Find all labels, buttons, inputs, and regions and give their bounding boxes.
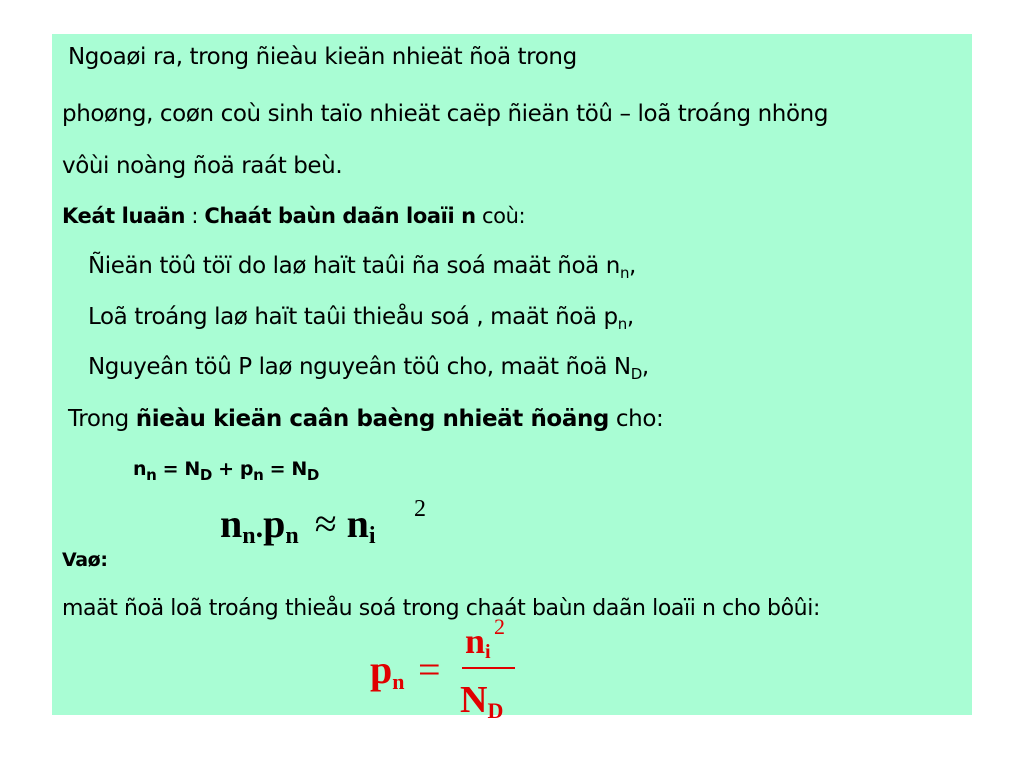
line-1-text: Ngoaøi ra, trong ñieàu kieän nhieät ñoä trong bbox=[68, 44, 577, 70]
bullet-donor bbox=[88, 354, 649, 383]
hole-density-formula bbox=[370, 614, 530, 730]
eq-n-subscript: n bbox=[146, 466, 157, 484]
f2-denominator bbox=[460, 678, 503, 722]
equilibrium-tail: cho: bbox=[609, 406, 664, 432]
conclusion-label: Keát luaän bbox=[62, 204, 186, 228]
conclusion-tail: coù: bbox=[475, 204, 526, 228]
f1-dot: . bbox=[255, 511, 264, 544]
minority-carrier-text: maät ñoä loã troáng thieåu soá trong chaát baùn daãn loaïi n cho bôûi: bbox=[62, 596, 820, 621]
f2-num-subscript: i bbox=[485, 641, 491, 663]
f2-p bbox=[370, 646, 405, 693]
equilibrium-condition: ñieàu kieän caân baèng nhieät ñoäng bbox=[135, 406, 609, 432]
minority-carrier-line bbox=[62, 596, 820, 621]
bullet-holes bbox=[88, 304, 634, 333]
eq-p-subscript: n bbox=[253, 466, 264, 484]
f2-equals: = bbox=[418, 647, 441, 692]
and-text: Vaø: bbox=[62, 549, 108, 571]
holes-text: Loã troáng laø haït taûi thieåu soá , maät ñoä p bbox=[88, 304, 618, 330]
bullet-electrons bbox=[88, 253, 636, 282]
donor-subscript: D bbox=[630, 365, 642, 383]
f2-num-superscript: 2 bbox=[494, 614, 505, 639]
eq-part-3: = N bbox=[263, 458, 307, 480]
f1-approx-symbol: ≈ bbox=[314, 501, 337, 546]
f1-p: p bbox=[263, 501, 286, 546]
and-label bbox=[62, 549, 108, 571]
f2-p-symbol: p bbox=[370, 647, 393, 692]
donor-comma: , bbox=[641, 354, 649, 380]
f2-fraction-bar bbox=[462, 667, 515, 669]
electrons-text: Ñieän töû töï do laø haït taûi ña soá maät ñoä n bbox=[88, 253, 620, 279]
f1-n-subscript: n bbox=[242, 523, 256, 549]
donor-text: Nguyeân töû P laø nguyeân töû cho, maät ñoä N bbox=[88, 354, 631, 380]
line-2-text: phoøng, coøn coù sinh taïo nhieät caëp ñieän töû – loã troáng nhöng bbox=[62, 101, 829, 127]
f2-den-subscript: D bbox=[487, 698, 504, 723]
equilibrium-line bbox=[68, 406, 663, 432]
line-3-text: vôùi noàng ñoä raát beù. bbox=[62, 153, 343, 179]
f2-p-subscript: n bbox=[392, 669, 405, 694]
conclusion-line bbox=[62, 204, 525, 228]
f1-p-subscript: n bbox=[285, 523, 299, 549]
holes-comma: , bbox=[626, 304, 634, 330]
f1-ni-subscript: i bbox=[368, 523, 376, 549]
charge-neutrality-equation bbox=[133, 458, 319, 484]
electrons-subscript: n bbox=[619, 264, 630, 282]
electrons-comma: , bbox=[629, 253, 636, 279]
paragraph-line-1 bbox=[68, 44, 577, 70]
f1-n: n bbox=[220, 501, 243, 546]
f1-ni: n bbox=[346, 501, 369, 546]
eq-part-1: = N bbox=[156, 458, 200, 480]
f1-ni-superscript: 2 bbox=[414, 496, 426, 522]
semiconductor-type: Chaát baùn daãn loaïi n bbox=[204, 204, 476, 228]
paragraph-line-2 bbox=[62, 101, 828, 127]
mass-action-law-formula bbox=[220, 496, 426, 549]
eq-n: n bbox=[133, 458, 147, 480]
f2-numerator bbox=[465, 614, 505, 663]
eq-d2-subscript: D bbox=[306, 466, 319, 484]
eq-part-2: + p bbox=[211, 458, 254, 480]
conclusion-separator: : bbox=[185, 204, 205, 228]
holes-subscript: n bbox=[617, 315, 627, 333]
equilibrium-prefix: Trong bbox=[68, 406, 136, 432]
paragraph-line-3 bbox=[62, 153, 342, 179]
eq-d-subscript: D bbox=[199, 466, 212, 484]
f2-num-symbol: n bbox=[465, 621, 486, 661]
f2-den-symbol: N bbox=[460, 679, 488, 721]
